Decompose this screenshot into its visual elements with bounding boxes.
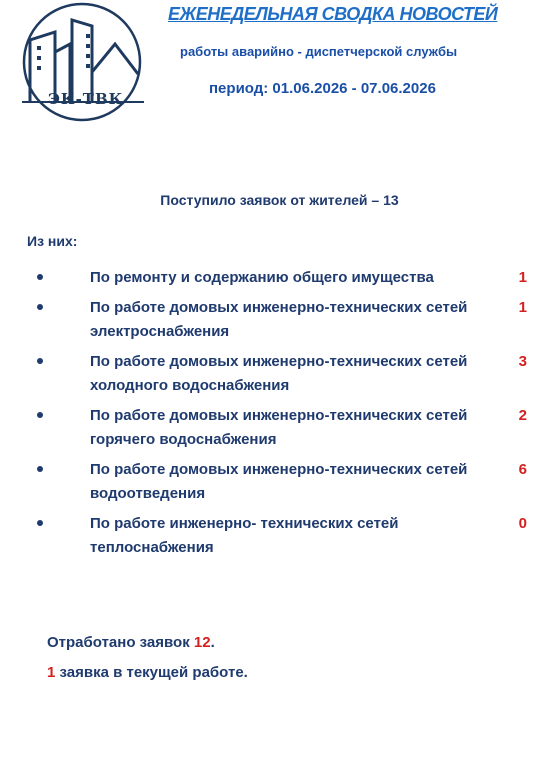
report-period: период: 01.06.2026 - 07.06.2026 [209,80,436,97]
item-text: По работе домовых инженерно-технических сетей электроснабжения [90,299,468,340]
bullet-icon [37,358,43,364]
item-text: По работе домовых инженерно-технических сетей холодного водоснабжения [90,353,468,394]
bullet-icon [37,520,43,526]
processed-summary [47,634,215,651]
of-them-label: Из них: [27,233,78,249]
bullet-icon [37,274,43,280]
list-item [0,458,559,506]
item-count: 1 [518,269,527,286]
logo-text: ЭК-ТВК [48,90,124,108]
list-item [0,296,559,344]
item-text: По работе домовых инженерно-технических сетей водоотведения [90,461,468,502]
page-title: ЕЖЕНЕДЕЛЬНАЯ СВОДКА НОВОСТЕЙ [168,4,498,24]
processed-prefix: Отработано заявок [47,634,194,651]
in-work-summary [47,664,248,681]
list-item [0,512,559,560]
in-work-count: 1 [47,664,56,681]
list-item [0,266,559,290]
item-count: 6 [518,461,527,478]
item-count: 2 [518,407,527,424]
page-subtitle: работы аварийно - диспетчерской службы [180,44,458,59]
processed-suffix: . [210,634,215,651]
list-item [0,350,559,398]
item-count: 3 [518,353,527,370]
item-text: По работе домовых инженерно-технических сетей горячего водоснабжения [90,407,468,448]
item-text: По ремонту и содержанию общего имущества [90,269,434,286]
company-logo [10,2,160,122]
bullet-icon [37,466,43,472]
item-count: 0 [518,515,527,532]
processed-count: 12 [193,634,211,651]
requests-list [0,266,559,566]
bullet-icon [37,304,43,310]
received-total: Поступило заявок от жителей – 13 [160,192,399,208]
list-item [0,404,559,452]
in-work-text: заявка в текущей работе. [55,664,248,681]
bullet-icon [37,412,43,418]
item-count: 1 [518,299,527,316]
item-text: По работе инженерно- технических сетей теплоснабжения [90,515,399,556]
